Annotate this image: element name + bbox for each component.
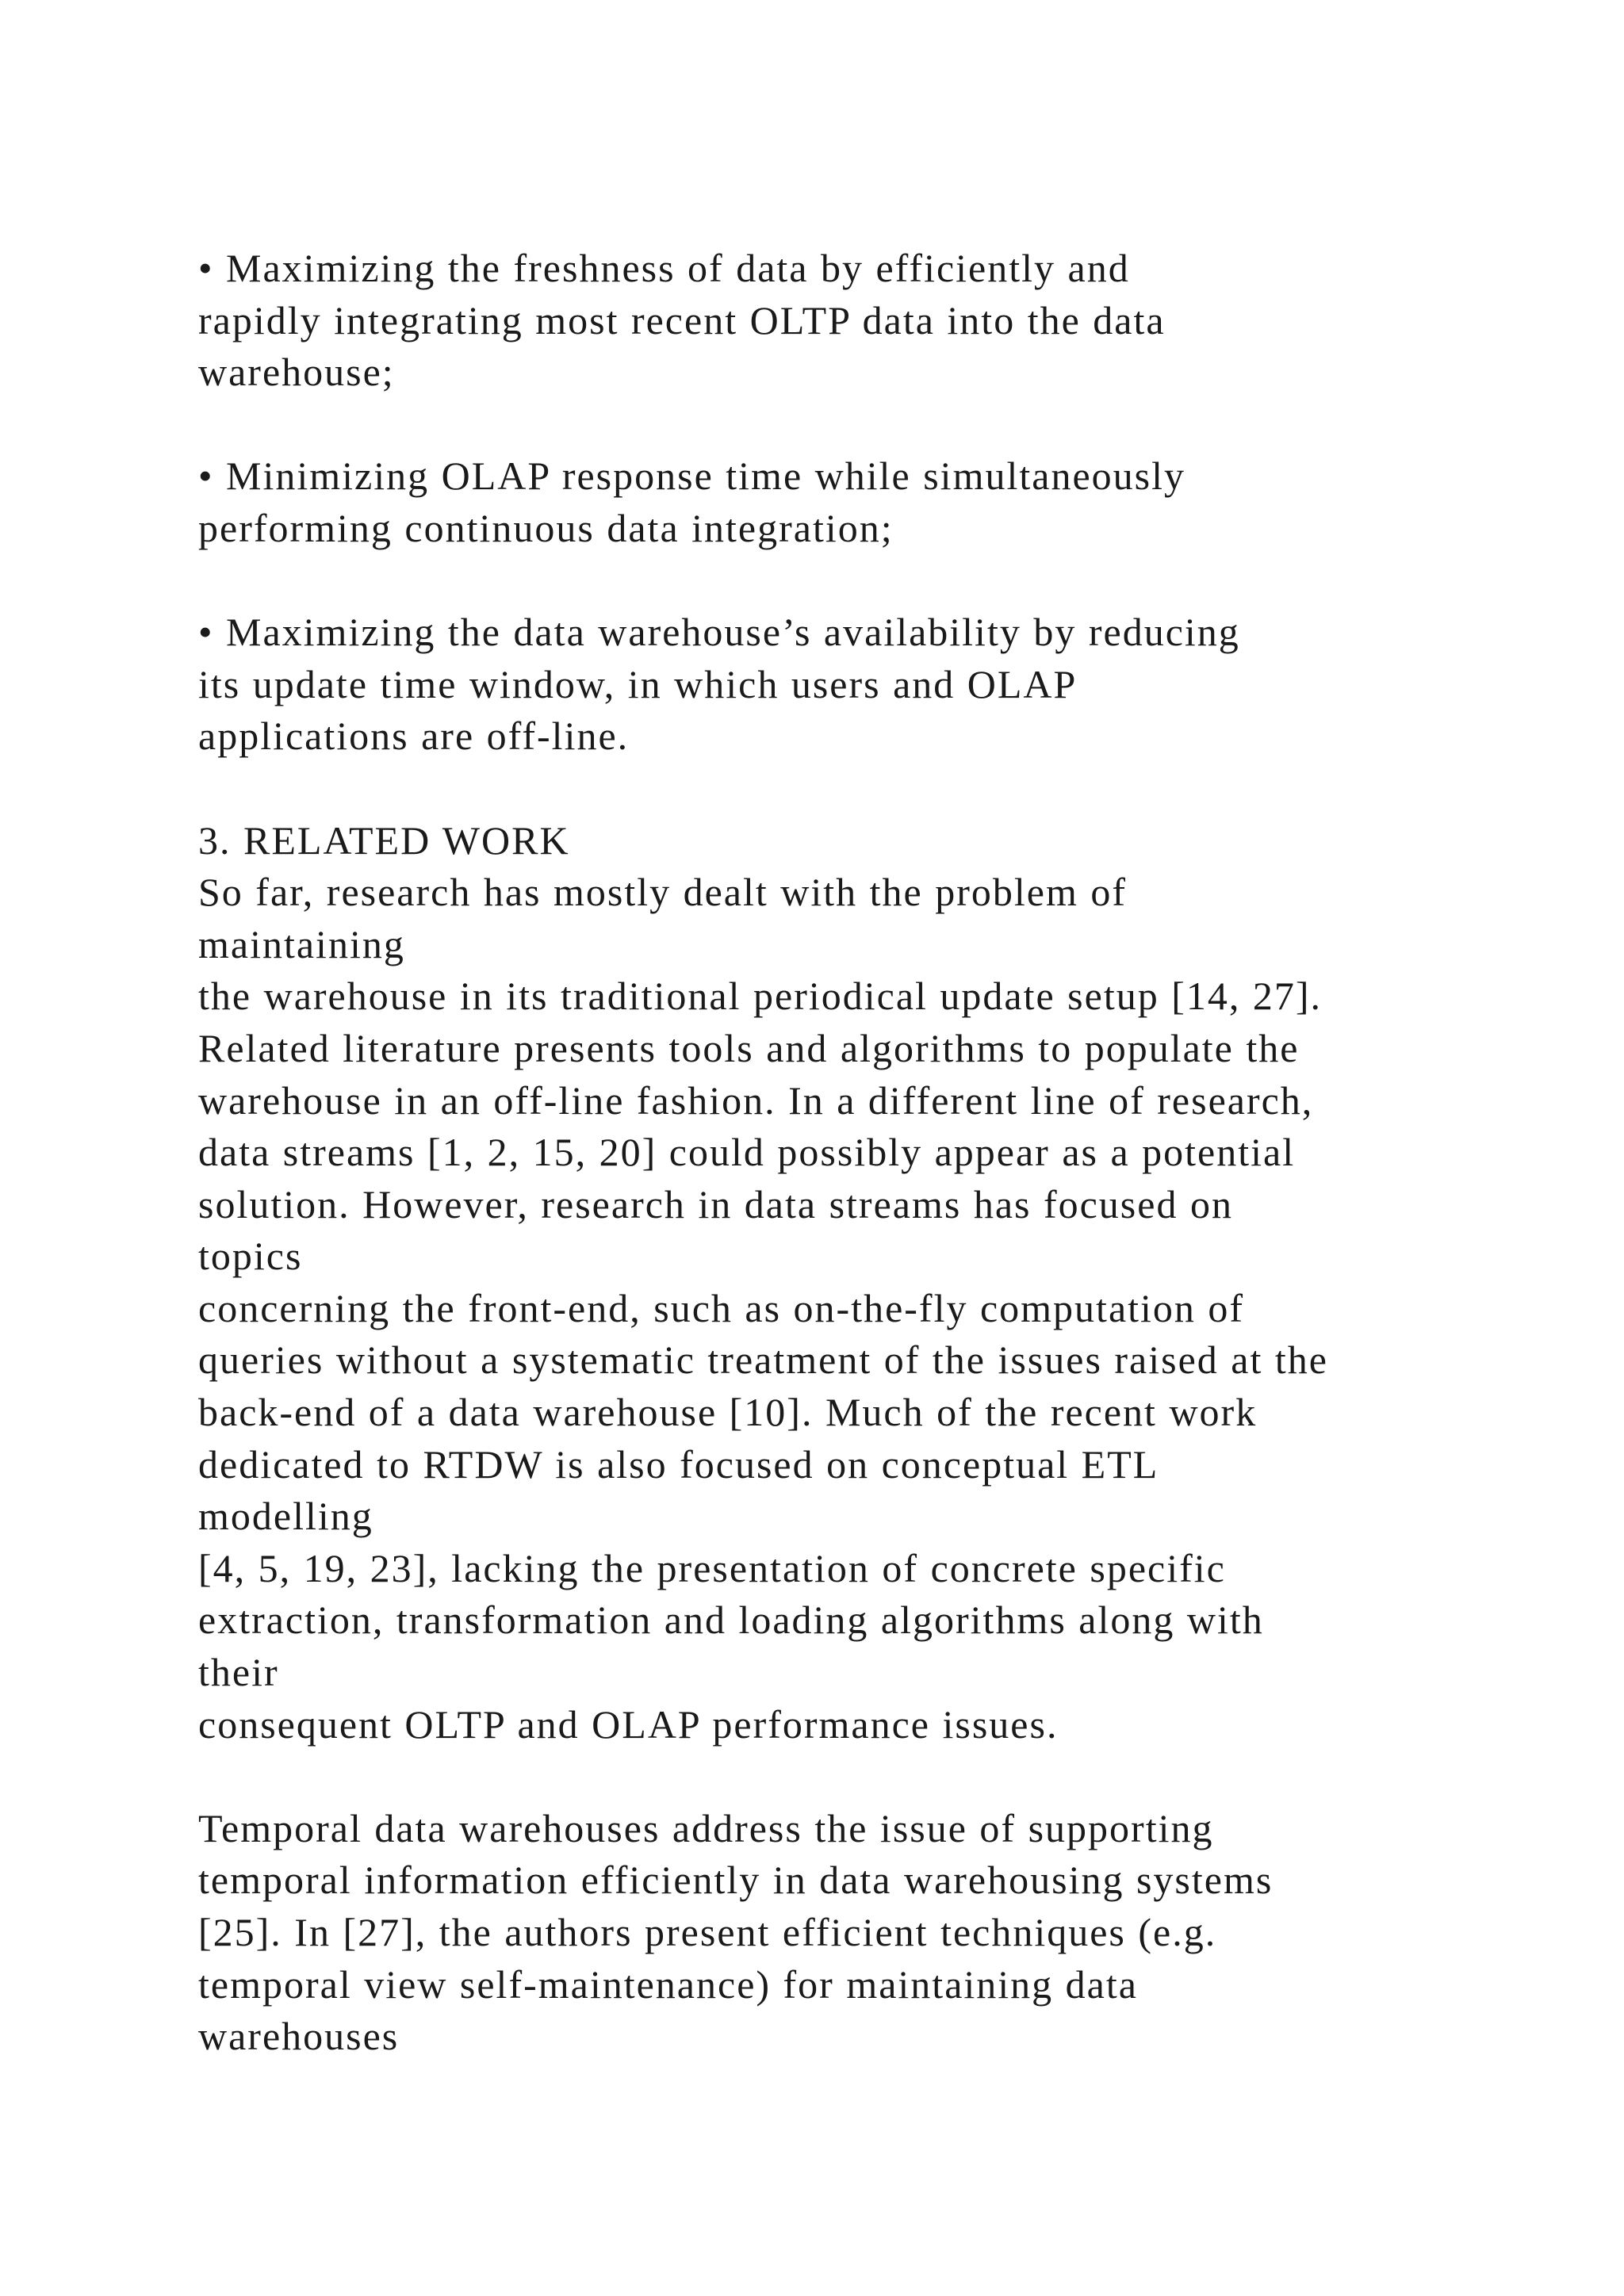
text-line: temporal information efficiently in data warehousing systems (198, 1858, 1274, 1903)
text-line: warehouses (198, 2014, 400, 2059)
section-heading: 3. RELATED WORK (198, 817, 570, 863)
text-line: solution. However, research in data streams has focused on (198, 1181, 1233, 1226)
text-line: extraction, transformation and loading algorithms along with (198, 1598, 1264, 1643)
text-line: temporal view self-maintenance) for maintaining data (198, 1961, 1138, 2007)
text-line: concerning the front-end, such as on-the-fly computation of (198, 1285, 1245, 1330)
text-line: consequent OLTP and OLAP performance issues. (198, 1701, 1059, 1747)
text-line: the warehouse in its traditional periodical update setup [14, 27]. (198, 974, 1323, 1019)
text-line: rapidly integrating most recent OLTP data into the data (198, 297, 1166, 342)
text-line: warehouse in an off-line fashion. In a different line of research, (198, 1077, 1314, 1123)
text-line: data streams [1, 2, 15, 20] could possibly appear as a potential (198, 1130, 1296, 1175)
text-line: warehouse; (198, 350, 395, 395)
paragraph-gap (198, 399, 1610, 451)
text-line: So far, research has mostly dealt with the problem of (198, 870, 1128, 915)
text-line: Temporal data warehouses address the issue of supporting (198, 1805, 1214, 1850)
text-line: its update time window, in which users and OLAP (198, 661, 1078, 706)
text-line: their (198, 1650, 279, 1695)
paragraph-gap (198, 763, 1610, 815)
bullet-item-freshness (198, 243, 1610, 399)
text-line: Related literature presents tools and algorithms to populate the (198, 1025, 1300, 1070)
related-work-paragraph (198, 867, 1610, 1751)
text-line: • Maximizing the data warehouse’s availability by reducing (198, 610, 1240, 655)
document-body (198, 243, 1610, 2063)
text-line: performing continuous data integration; (198, 505, 894, 550)
text-line: back-end of a data warehouse [10]. Much of the recent work (198, 1390, 1258, 1435)
text-line: topics (198, 1234, 303, 1279)
text-line: dedicated to RTDW is also focused on conceptual ETL (198, 1441, 1159, 1487)
text-line: [4, 5, 19, 23], lacking the presentation of concrete specific (198, 1545, 1226, 1590)
bullet-item-olap-response (198, 450, 1610, 554)
paragraph-gap (198, 555, 1610, 607)
text-line: • Minimizing OLAP response time while simultaneously (198, 453, 1185, 499)
text-line: • Maximizing the freshness of data by efficiently and (198, 246, 1130, 290)
text-line: maintaining (198, 921, 405, 966)
text-line: [25]. In [27], the authors present efficient techniques (e.g. (198, 1910, 1217, 1954)
text-line: modelling (198, 1494, 373, 1539)
bullet-item-availability (198, 607, 1610, 763)
text-line: queries without a systematic treatment of the issues raised at the (198, 1337, 1328, 1383)
temporal-warehouse-paragraph (198, 1803, 1610, 2063)
text-line: applications are off-line. (198, 714, 630, 759)
paragraph-gap (198, 1751, 1610, 1803)
